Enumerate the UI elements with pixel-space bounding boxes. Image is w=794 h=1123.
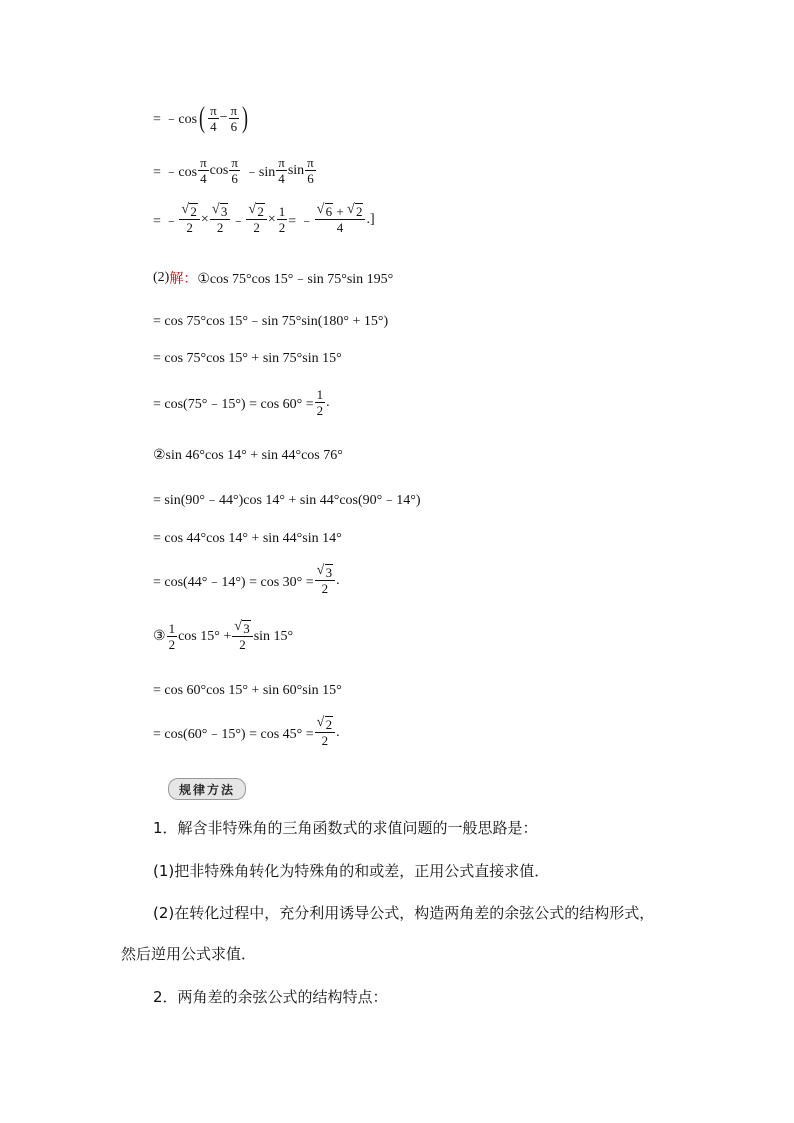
fraction: $\frac{\pi}{4}$ [200, 155, 207, 186]
method-badge: 规律方法 [168, 778, 246, 800]
left-paren: ( [199, 101, 206, 134]
fraction: $\frac{\pi}{4}$ [210, 102, 217, 134]
solution-2-line-5: ②sin 46°cos 14° + sin 44°cos 76° [153, 448, 343, 463]
solution-2-line-4: = cos(75°﹣15°) = cos 60° = $\frac{1}{2}$ . [153, 387, 330, 418]
solution-2-line-7: = cos 44°cos 14° + sin 44°sin 14° [153, 531, 342, 546]
solution-2-line-10: = cos 60°cos 15° + sin 60°sin 15° [153, 683, 342, 698]
fraction: $\frac{\pi}{6}$ [230, 102, 238, 134]
method-paragraph-3: (2)在转化过程中，充分利用诱导公式，构造两角差的余弦公式的结构形式， [153, 904, 655, 922]
fraction: √ 2 2 [246, 205, 267, 234]
solution-label: 解： [169, 271, 198, 287]
method-paragraph-4: 2．两角差的余弦公式的结构特点： [153, 988, 388, 1006]
solution-2-line-8: = cos(44°﹣14°) = cos 30° = √ 3 2 . [153, 563, 340, 596]
fraction: √ 2 2 [315, 718, 336, 747]
fraction: $\frac{1}{2}$ [316, 387, 324, 418]
solution-2-line-9: ③ $\frac{1}{2}$ cos 15° + √ 3 2 sin 15° [153, 619, 294, 652]
fraction: $\frac{1}{2}$ [168, 621, 176, 652]
method-paragraph-1: 1．解含非特殊角的三角函数式的求值问题的一般思路是： [153, 819, 538, 837]
solution-2-line-11: = cos(60°﹣15°) = cos 45° = √ 2 2 . [153, 715, 340, 748]
equation-line-1: = ﹣cos ( $\frac{\pi}{4}$ − $\frac{\pi}{6}$ ) [153, 101, 249, 134]
right-paren: ) [242, 101, 249, 134]
fraction: √ 3 2 [210, 205, 231, 234]
solution-2-line-1: (2) 解： ①cos 75°cos 15°﹣sin 75°sin 195° [153, 270, 394, 287]
solution-2-line-3: = cos 75°cos 15° + sin 75°sin 15° [153, 351, 342, 366]
fraction: √ 2 2 [179, 205, 200, 234]
fraction: $\frac{\pi}{6}$ [231, 155, 238, 186]
fraction: $\frac{1}{2}$ [278, 204, 286, 235]
fraction: $\frac{\pi}{6}$ [307, 155, 314, 186]
fraction: $\frac{\pi}{4}$ [278, 155, 285, 186]
fraction: √ 3 2 [232, 622, 253, 651]
equation-line-3: = ﹣ √ 2 2 × √ 3 2 ﹣ √ 2 2 × $\frac{1}{2}$ = ﹣ √ 6 + √ 2 4 .] [153, 202, 375, 235]
method-paragraph-3-cont: 然后逆用公式求值． [121, 945, 257, 963]
solution-2-line-2: = cos 75°cos 15°﹣sin 75°sin(180° + 15°) [153, 314, 389, 329]
equation-line-2: = ﹣cos $\frac{\pi}{4}$ cos $\frac{\pi}{6}$ ﹣sin $\frac{\pi}{4}$ sin $\frac{\pi}{6}$ [153, 155, 314, 186]
fraction: √ 3 2 [315, 566, 336, 595]
fraction: √ 6 + √ 2 4 [315, 205, 366, 234]
method-paragraph-2: (1)把非特殊角转化为特殊角的和或差，正用公式直接求值． [153, 862, 550, 880]
solution-2-line-6: = sin(90°﹣44°)cos 14° + sin 44°cos(90°﹣14°) [153, 493, 421, 508]
